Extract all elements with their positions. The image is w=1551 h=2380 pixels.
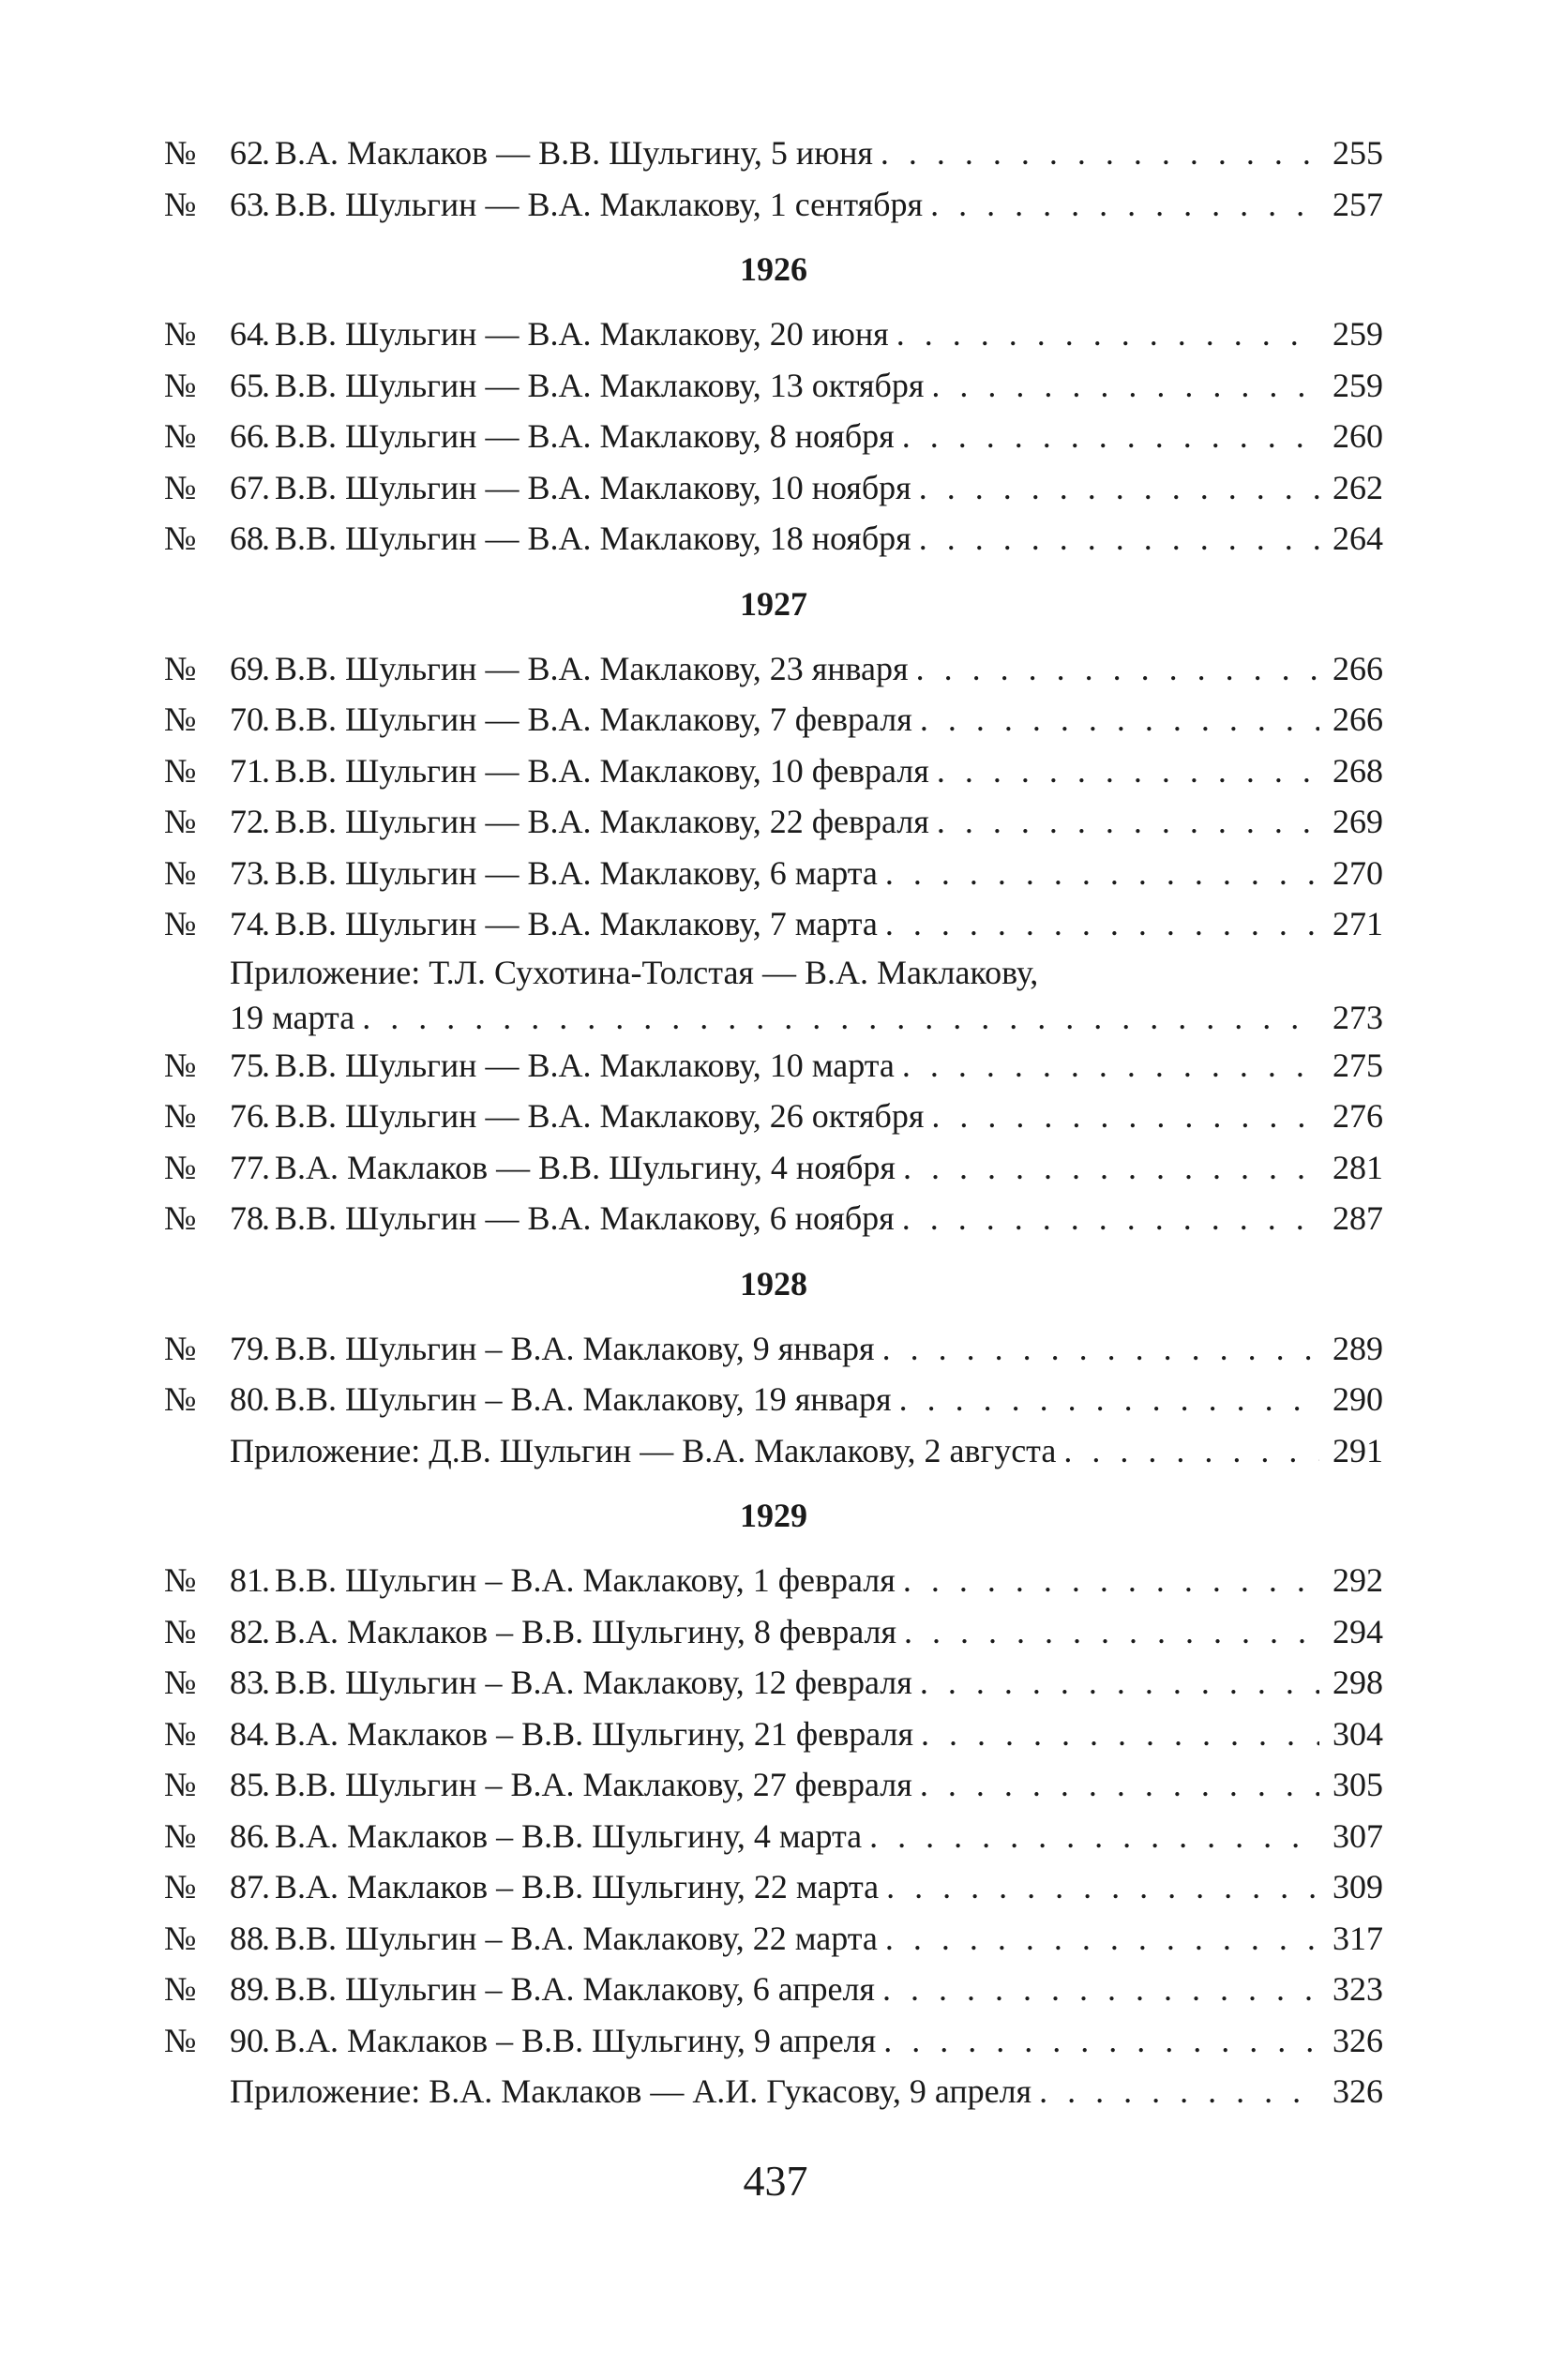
dot-leader	[886, 1861, 1319, 1913]
toc-entry: № 64 . В.В. Шульгин — В.А. Маклакову, 20 июня . . . 259	[164, 309, 1383, 360]
dot-leader	[902, 1193, 1319, 1244]
entry-title: В.В. Шульгин – В.А. Маклакову, 19 января	[275, 1380, 892, 1418]
entry-page: 281	[1333, 1148, 1383, 1186]
entry-number: 77	[230, 1148, 264, 1186]
entry-page: 323	[1333, 1970, 1383, 2008]
entry-page: 309	[1333, 1868, 1383, 1906]
entry-page: 307	[1333, 1816, 1383, 1855]
page-number: 437	[743, 2157, 808, 2205]
entry-title: В.А. Маклаков – В.В. Шульгину, 21 февраля	[275, 1714, 914, 1753]
entry-title: В.В. Шульгин — В.А. Маклакову, 7 февраля	[275, 700, 912, 738]
entry-title: В.В. Шульгин – В.А. Маклакову, 12 февраля	[275, 1664, 912, 1701]
toc-entry: № 65 . В.В. Шульгин — В.А. Маклакову, 13 октября . . . 259	[164, 360, 1383, 412]
entry-page: 270	[1333, 853, 1383, 892]
entry-title: В.В. Шульгин – В.А. Маклакову, 27 февраля	[275, 1766, 912, 1803]
number-sign: №	[164, 853, 197, 892]
entry-title: В.В. Шульгин — В.А. Маклакову, 6 ноября	[275, 1199, 895, 1237]
toc-entry: № 76 . В.В. Шульгин — В.А. Маклакову, 26 октября . . . 276	[164, 1091, 1383, 1142]
toc-entry: № 71 . В.В. Шульгин — В.А. Маклакову, 10 февраля . . . 268	[164, 746, 1383, 797]
dot-leader	[920, 1759, 1319, 1811]
entry-title: В.В. Шульгин — В.А. Маклакову, 22 февраля	[275, 803, 929, 840]
toc-entry: № 80 . В.В. Шульгин – В.А. Маклакову, 19 января . . . 290	[164, 1374, 1383, 1425]
entry-page: 255	[1333, 134, 1383, 172]
toc-entry: № 68 . В.В. Шульгин — В.А. Маклакову, 18 ноября . . . 264	[164, 513, 1383, 565]
entry-title: В.В. Шульгин – В.А. Маклакову, 22 марта	[275, 1919, 878, 1957]
toc-entry: № 78 . В.В. Шульгин — В.А. Маклакову, 6 ноября . . . 287	[164, 1193, 1383, 1244]
toc-entry: № 82 . В.А. Маклаков – В.В. Шульгину, 8 февраля . . . 294	[164, 1606, 1383, 1658]
year-heading: 1927	[740, 584, 807, 623]
entry-page: 290	[1333, 1380, 1383, 1418]
entry-page: 276	[1333, 1097, 1383, 1135]
dot-leader	[904, 1606, 1319, 1658]
toc-entry: № 83 . В.В. Шульгин – В.А. Маклакову, 12 февраля . . . 298	[164, 1657, 1383, 1709]
entry-number: 65	[230, 366, 264, 404]
dot-leader	[1039, 2066, 1319, 2117]
entry-number: 71	[230, 751, 264, 790]
toc-entry: № 70 . В.В. Шульгин — В.А. Маклакову, 7 февраля . . . 266	[164, 694, 1383, 746]
entry-page: 268	[1333, 751, 1383, 790]
entry-title: В.В. Шульгин — В.А. Маклакову, 8 ноября	[275, 417, 895, 455]
entry-title: В.В. Шульгин – В.А. Маклакову, 1 февраля	[275, 1561, 896, 1599]
toc-entry: № 81 . В.В. Шульгин – В.А. Маклакову, 1 февраля . . . 292	[164, 1555, 1383, 1606]
entry-page: 326	[1333, 2021, 1383, 2059]
toc-entry: № 63 . В.В. Шульгин — В.А. Маклакову, 1 сентября . . . 257	[164, 179, 1383, 231]
appendix-title: Приложение: Т.Л. Сухотина-Толстая — В.А. Маклакову,	[230, 953, 1039, 991]
dot-leader	[919, 462, 1319, 514]
toc-entry: № 75 . В.В. Шульгин — В.А. Маклакову, 10 марта . . . 275	[164, 1040, 1383, 1092]
entry-title: В.А. Маклаков – В.В. Шульгину, 8 февраля	[275, 1612, 897, 1650]
toc-section-1928	[164, 1263, 1383, 1477]
entry-page: 287	[1333, 1199, 1383, 1237]
toc-entry: № 77 . В.А. Маклаков — В.В. Шульгину, 4 ноября . . . 281	[164, 1142, 1383, 1194]
number-sign: №	[164, 2021, 197, 2059]
toc-entry: № 69 . В.В. Шульгин — В.А. Маклакову, 23 января . . . 266	[164, 643, 1383, 695]
entry-page: 264	[1333, 520, 1383, 557]
dot-leader	[885, 1913, 1319, 1965]
toc-entry: № 73 . В.В. Шульгин — В.А. Маклакову, 6 марта . . . 270	[164, 848, 1383, 899]
number-sign: №	[164, 1046, 197, 1084]
entry-page: 305	[1333, 1766, 1383, 1803]
entry-page: 266	[1333, 649, 1383, 687]
entry-number: 66	[230, 417, 264, 455]
dot-leader	[885, 898, 1319, 950]
entry-title: В.А. Маклаков — В.В. Шульгину, 5 июня	[275, 134, 873, 172]
entry-page: 257	[1333, 185, 1383, 223]
entry-number: 88	[230, 1919, 264, 1957]
entry-number: 81	[230, 1561, 264, 1599]
entry-number: 83	[230, 1664, 264, 1701]
dot-leader	[1063, 1425, 1319, 1477]
dot-leader	[882, 1323, 1319, 1375]
toc-appendix	[164, 2066, 1383, 2117]
toc-entry: № 88 . В.В. Шульгин – В.А. Маклакову, 22 марта . . . 317	[164, 1913, 1383, 1965]
dot-leader	[919, 513, 1319, 565]
entry-title: В.А. Маклаков — В.В. Шульгину, 4 ноября	[275, 1148, 896, 1186]
dot-leader	[903, 1555, 1319, 1606]
number-sign: №	[164, 1868, 197, 1906]
entry-title: В.В. Шульгин — В.А. Маклакову, 23 января	[275, 649, 909, 687]
number-sign: №	[164, 649, 197, 687]
dot-leader	[937, 746, 1319, 797]
entry-number: 63	[230, 185, 264, 223]
entry-page: 317	[1333, 1919, 1383, 1957]
entry-number: 72	[230, 803, 264, 840]
entry-number: 87	[230, 1868, 264, 1906]
appendix-page: 291	[1333, 1431, 1383, 1469]
entry-page: 298	[1333, 1664, 1383, 1701]
number-sign: №	[164, 1148, 197, 1186]
toc-appendix	[164, 950, 1383, 1040]
toc-section-1929	[164, 1495, 1383, 2117]
entry-number: 89	[230, 1970, 264, 2008]
year-heading: 1929	[740, 1497, 807, 1534]
number-sign: №	[164, 1380, 197, 1418]
toc-entry: № 86 . В.А. Маклаков – В.В. Шульгину, 4 марта . . . 307	[164, 1811, 1383, 1862]
toc-page	[164, 128, 1383, 2359]
toc-entry: № 66 . В.В. Шульгин — В.А. Маклакову, 8 ноября . . . 260	[164, 411, 1383, 462]
appendix-title: Приложение: Д.В. Шульгин — В.А. Маклакову, 2 августа	[230, 1431, 1057, 1469]
dot-leader	[921, 1709, 1319, 1760]
entry-title: В.В. Шульгин — В.А. Маклакову, 7 марта	[275, 905, 878, 942]
appendix-title: Приложение: В.А. Маклаков — А.И. Гукасову, 9 апреля	[230, 2072, 1032, 2110]
dot-leader	[885, 848, 1319, 899]
entry-number: 62	[230, 134, 264, 172]
appendix-page: 273	[1333, 998, 1383, 1036]
number-sign: №	[164, 1919, 197, 1957]
entry-number: 82	[230, 1612, 264, 1650]
number-sign: №	[164, 1561, 197, 1599]
dot-leader	[931, 360, 1319, 412]
toc-entry: № 72 . В.В. Шульгин — В.А. Маклакову, 22 февраля . . . 269	[164, 796, 1383, 848]
toc-entry: № 85 . В.В. Шульгин – В.А. Маклакову, 27 февраля . . . 305	[164, 1759, 1383, 1811]
entry-page: 289	[1333, 1329, 1383, 1367]
toc-section-intro	[164, 128, 1383, 230]
entry-page: 262	[1333, 468, 1383, 506]
entry-number: 84	[230, 1714, 264, 1753]
toc-entry: № 67 . В.В. Шульгин — В.А. Маклакову, 10 ноября . . . 262	[164, 462, 1383, 514]
entry-title: В.В. Шульгин — В.А. Маклакову, 1 сентября	[275, 185, 924, 223]
number-sign: №	[164, 905, 197, 942]
entry-title: В.В. Шульгин — В.А. Маклакову, 10 марта	[275, 1046, 895, 1084]
entry-page: 259	[1333, 366, 1383, 404]
entry-page: 260	[1333, 417, 1383, 455]
toc-section-1926	[164, 249, 1383, 565]
entry-number: 74	[230, 905, 264, 942]
number-sign: №	[164, 1714, 197, 1753]
entry-title: В.В. Шульгин — В.А. Маклакову, 26 октября	[275, 1097, 925, 1135]
entry-title: В.В. Шульгин — В.А. Маклакову, 10 ноября	[275, 468, 911, 506]
toc-entry: № 87 . В.А. Маклаков – В.В. Шульгину, 22 марта . . . 309	[164, 1861, 1383, 1913]
number-sign: №	[164, 1664, 197, 1701]
dot-leader	[902, 1040, 1319, 1092]
entry-number: 75	[230, 1046, 264, 1084]
dot-leader	[920, 1657, 1319, 1709]
toc-entry: № 74 . В.В. Шульгин — В.А. Маклакову, 7 марта . . . 271	[164, 898, 1383, 950]
number-sign: №	[164, 700, 197, 738]
entry-page: 294	[1333, 1612, 1383, 1650]
entry-number: 79	[230, 1329, 264, 1367]
entry-title: В.А. Маклаков – В.В. Шульгину, 9 апреля	[275, 2021, 877, 2059]
dot-leader	[869, 1811, 1319, 1862]
number-sign: №	[164, 1329, 197, 1367]
dot-leader	[903, 1142, 1319, 1194]
entry-number: 67	[230, 468, 264, 506]
number-sign: №	[164, 520, 197, 557]
toc-entry: № 84 . В.А. Маклаков – В.В. Шульгину, 21 февраля . . . 304	[164, 1709, 1383, 1760]
entry-number: 69	[230, 649, 264, 687]
entry-number: 90	[230, 2021, 264, 2059]
entry-number: 76	[230, 1097, 264, 1135]
dot-leader	[916, 643, 1319, 695]
entry-title: В.В. Шульгин — В.А. Маклакову, 6 марта	[275, 853, 878, 892]
entry-title: В.В. Шульгин — В.А. Маклакову, 13 октября	[275, 366, 925, 404]
number-sign: №	[164, 1816, 197, 1855]
dot-leader	[882, 1964, 1319, 2015]
toc-entry: № 79 . В.В. Шульгин – В.А. Маклакову, 9 января . . . 289	[164, 1323, 1383, 1375]
number-sign: №	[164, 1612, 197, 1650]
entry-page: 266	[1333, 700, 1383, 738]
toc-entry: № 89 . В.В. Шульгин – В.А. Маклакову, 6 апреля . . . 323	[164, 1964, 1383, 2015]
dot-leader	[930, 179, 1319, 231]
entry-page: 271	[1333, 905, 1383, 942]
dot-leader	[902, 411, 1319, 462]
year-heading: 1926	[740, 250, 807, 288]
dot-leader	[896, 309, 1319, 360]
dot-leader	[362, 995, 1319, 1040]
number-sign: №	[164, 1766, 197, 1803]
entry-title: В.В. Шульгин — В.А. Маклакову, 18 ноября	[275, 520, 911, 557]
entry-title: В.В. Шульгин — В.А. Маклакову, 10 февраля	[275, 751, 929, 790]
entry-number: 64	[230, 315, 264, 353]
entry-page: 275	[1333, 1046, 1383, 1084]
entry-number: 86	[230, 1816, 264, 1855]
entry-title: В.В. Шульгин – В.А. Маклакову, 6 апреля	[275, 1970, 875, 2008]
entry-page: 259	[1333, 315, 1383, 353]
dot-leader	[899, 1374, 1319, 1425]
dot-leader	[937, 796, 1319, 848]
dot-leader	[920, 694, 1319, 746]
entry-page: 292	[1333, 1561, 1383, 1599]
entry-title: В.В. Шульгин – В.А. Маклакову, 9 января	[275, 1329, 875, 1367]
entry-number: 80	[230, 1380, 264, 1418]
entry-number: 73	[230, 853, 264, 892]
number-sign: №	[164, 1097, 197, 1135]
appendix-page: 326	[1333, 2072, 1383, 2110]
toc-entry: № 62 . В.А. Маклаков — В.В. Шульгину, 5 июня . . . 255	[164, 128, 1383, 179]
dot-leader	[931, 1091, 1319, 1142]
toc-section-1927	[164, 583, 1383, 1244]
entry-number: 78	[230, 1199, 264, 1237]
entry-number: 68	[230, 520, 264, 557]
number-sign: №	[164, 366, 197, 404]
number-sign: №	[164, 315, 197, 353]
entry-title: В.А. Маклаков – В.В. Шульгину, 4 марта	[275, 1816, 863, 1855]
number-sign: №	[164, 803, 197, 840]
toc-entry: № 90 . В.А. Маклаков – В.В. Шульгину, 9 апреля . . . 326	[164, 2015, 1383, 2067]
entry-title: В.А. Маклаков – В.В. Шульгину, 22 марта	[275, 1868, 880, 1906]
appendix-continuation	[230, 995, 1383, 1040]
entry-number: 85	[230, 1766, 264, 1803]
number-sign: №	[164, 1199, 197, 1237]
number-sign: №	[164, 134, 197, 172]
number-sign: №	[164, 417, 197, 455]
appendix-date: 19 марта	[230, 998, 355, 1036]
entry-page: 269	[1333, 803, 1383, 840]
entry-number: 70	[230, 700, 264, 738]
dot-leader	[883, 2015, 1319, 2067]
toc-appendix	[164, 1425, 1383, 1477]
number-sign: №	[164, 751, 197, 790]
dot-leader	[881, 128, 1319, 179]
number-sign: №	[164, 1970, 197, 2008]
entry-page: 304	[1333, 1714, 1383, 1753]
number-sign: №	[164, 468, 197, 506]
number-sign: №	[164, 185, 197, 223]
year-heading: 1928	[740, 1264, 807, 1303]
entry-title: В.В. Шульгин — В.А. Маклакову, 20 июня	[275, 315, 889, 353]
